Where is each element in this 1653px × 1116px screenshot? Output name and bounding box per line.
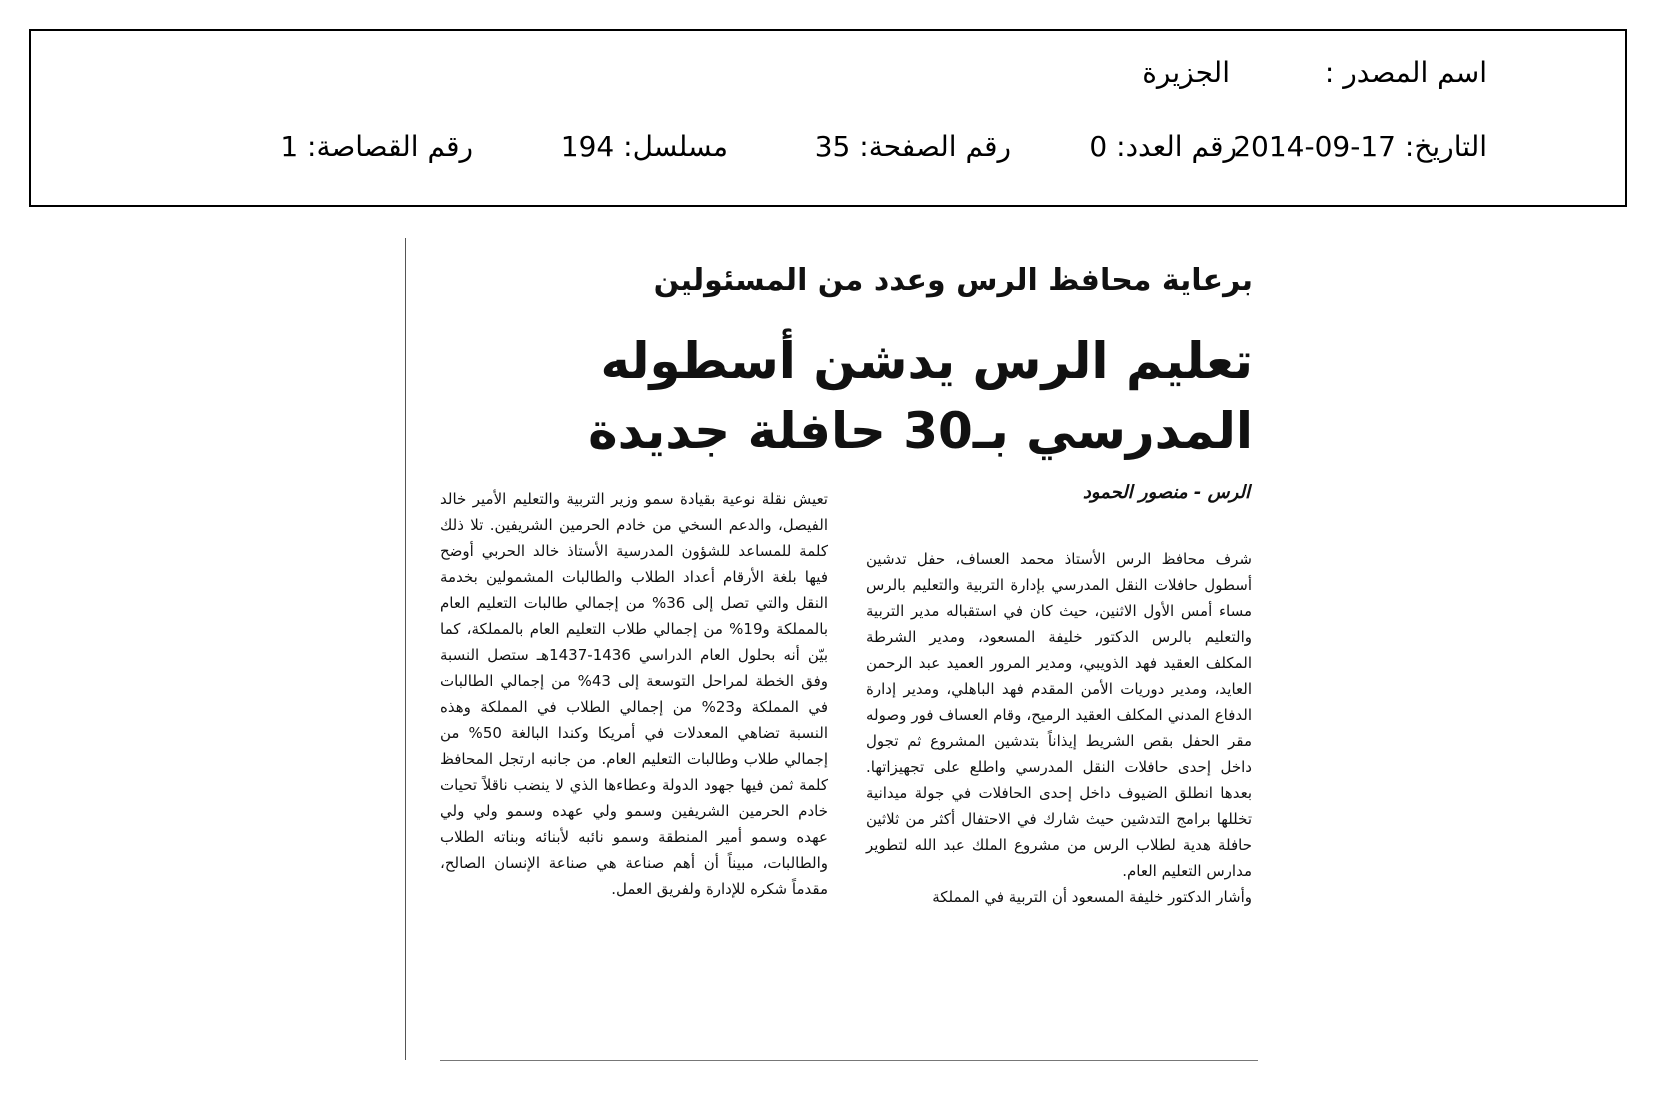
source-value: الجزيرة — [1142, 56, 1230, 89]
date-field: التاريخ: 17-09-2014 — [1233, 130, 1487, 163]
body-paragraph: وأشار الدكتور خليفة المسعود أن التربية في المملكة — [932, 888, 1252, 906]
source-label: اسم المصدر : — [1324, 56, 1487, 89]
issue-number-field: رقم العدد: 0 — [1089, 130, 1237, 163]
column-divider — [405, 238, 406, 1060]
article-column-left — [440, 486, 828, 902]
clipping-number-field: رقم القصاصة: 1 — [280, 130, 473, 163]
serial-field: مسلسل: 194 — [560, 130, 728, 163]
article-kicker: برعاية محافظ الرس وعدد من المسئولين — [653, 263, 1253, 298]
body-paragraph: شرف محافظ الرس الأستاذ محمد العساف، حفل تدشين أسطول حافلات النقل المدرسي بإدارة التربية والتعليم بالرس مساء أمس الأول الاثنين، حيث كان في استقباله مدير التربية والتعليم بالرس الدكتور خليفة المسعود، ومدير الشرطة المكلف العقيد فهد الذويبي، ومدير المرور العميد عبد الرحمن العايد، ومدير دوريات الأمن المقدم فهد الباهلي، ومدير إدارة الدفاع المدني المكلف العقيد الرميح، وقام العساف فور وصوله مقر الحفل بقص الشريط إيذاناً بتدشين المشروع ثم تجول داخل إحدى حافلات النقل المدرسي واطلع على تجهيزاتها. بعدها انطلق الضيوف داخل إحدى الحافلات في جولة ميدانية تخللها برامج التدشين حيث شارك في الاحتفال أكثر من ثلاثين حافلة هدية لطلاب الرس من مشروع الملك عبد الله لتطوير مدارس التعليم العام. — [866, 550, 1252, 880]
bottom-rule — [440, 1060, 1258, 1061]
page-number-field: رقم الصفحة: 35 — [814, 130, 1011, 163]
article-column-right — [866, 546, 1252, 910]
body-paragraph: تعيش نقلة نوعية بقيادة سمو وزير التربية والتعليم الأمير خالد الفيصل، والدعم السخي من خادم الحرمين الشريفين. تلا ذلك كلمة للمساعد للشؤون المدرسية الأستاذ خالد الحربي أوضح فيها بلغة الأرقام أعداد الطلاب والطالبات المشمولين بخدمة النقل والتي تصل إلى 36% من إجمالي طالبات التعليم العام بالمملكة و19% من إجمالي طلاب التعليم العام بالمملكة، كما بيّن أنه بحلول العام الدراسي 1436-1437هـ ستصل النسبة وفق الخطة لمراحل التوسعة إلى 43% من إجمالي الطالبات في المملكة و23% من إجمالي الطلاب في المملكة وهذه النسبة تضاهي المعدلات في أمريكا وكندا البالغة 50% من إجمالي طلاب وطالبات التعليم العام. من جانبه ارتجل المحافظ كلمة ثمن فيها جهود الدولة وعطاءها الذي لا ينضب ناقلاً تحيات خادم الحرمين الشريفين وسمو ولي عهده وسمو ولي ولي عهده وسمو أمير المنطقة وسمو نائبه لأبنائه وبناته الطلاب والطالبات، مبيناً أن أهم صناعة هي صناعة الإنسان الصالح، مقدماً شكره للإدارة ولفريق العمل. — [440, 490, 829, 898]
article-headline: تعليم الرس يدشن أسطوله المدرسي بـ30 حافلة جديدة — [588, 332, 1253, 460]
article-byline: الرس - منصور الحمود — [1082, 482, 1250, 503]
